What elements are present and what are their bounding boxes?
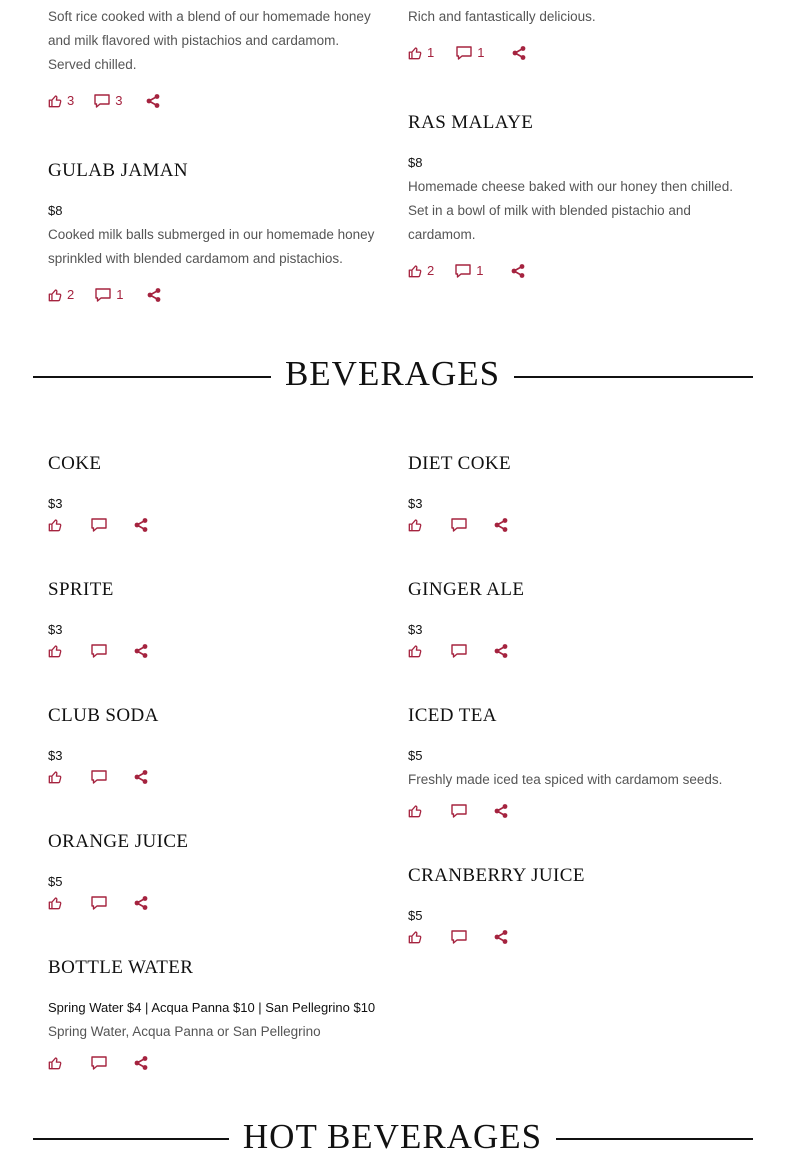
share-button[interactable]	[134, 518, 148, 532]
like-button[interactable]	[48, 287, 74, 303]
share-button[interactable]	[511, 264, 525, 278]
item-title: ORANGE JUICE	[48, 831, 189, 852]
share-button[interactable]	[147, 288, 161, 302]
like-button[interactable]	[408, 804, 422, 818]
share-icon	[494, 644, 508, 658]
like-button[interactable]	[48, 644, 62, 658]
comment-button[interactable]	[455, 263, 483, 279]
share-icon	[511, 264, 525, 278]
item-title: ICED TEA	[408, 705, 497, 726]
thumbs-up-icon	[408, 46, 422, 60]
share-icon	[147, 288, 161, 302]
comment-button[interactable]	[91, 518, 107, 532]
like-button[interactable]	[48, 518, 62, 532]
item-actions	[48, 517, 148, 533]
share-icon	[134, 644, 148, 658]
comment-icon	[91, 1056, 107, 1070]
like-button[interactable]	[408, 644, 422, 658]
comment-icon	[91, 644, 107, 658]
comment-count: 1	[476, 263, 484, 278]
item-price: $5	[48, 874, 63, 889]
thumbs-up-icon	[408, 930, 422, 944]
item-description: Freshly made iced tea spiced with cardamom seeds.	[408, 772, 723, 787]
item-price: $3	[408, 496, 423, 511]
item-title: CRANBERRY JUICE	[408, 865, 585, 886]
share-icon	[494, 804, 508, 818]
like-count: 2	[67, 287, 75, 302]
comment-button[interactable]	[91, 770, 107, 784]
like-button[interactable]	[408, 518, 422, 532]
comment-icon	[451, 644, 467, 658]
item-price: $3	[408, 622, 423, 637]
item-title: BOTTLE WATER	[48, 957, 194, 978]
share-button[interactable]	[494, 644, 508, 658]
comment-button[interactable]	[451, 518, 467, 532]
share-button[interactable]	[494, 930, 508, 944]
item-price: $5	[408, 908, 423, 923]
share-button[interactable]	[134, 1056, 148, 1070]
share-button[interactable]	[134, 896, 148, 910]
item-price: $8	[48, 203, 63, 218]
item-title: CLUB SODA	[48, 705, 159, 726]
item-actions	[48, 643, 148, 659]
item-actions	[48, 769, 148, 785]
item-actions	[408, 929, 508, 945]
share-icon	[146, 94, 160, 108]
share-button[interactable]	[134, 644, 148, 658]
item-description: Spring Water, Acqua Panna or San Pellegrino	[48, 1024, 321, 1039]
share-icon	[134, 1056, 148, 1070]
item-actions	[408, 263, 525, 279]
item-title: RAS MALAYE	[408, 112, 534, 133]
thumbs-up-icon	[48, 288, 62, 302]
comment-button[interactable]	[94, 93, 122, 109]
item-description: Soft rice cooked with a blend of our homemade honey and milk flavored with pistachios and cardamom. Served chilled.	[48, 9, 371, 72]
comment-button[interactable]	[91, 1056, 107, 1070]
like-button[interactable]	[408, 930, 422, 944]
share-button[interactable]	[146, 94, 160, 108]
thumbs-up-icon	[408, 518, 422, 532]
thumbs-up-icon	[408, 644, 422, 658]
thumbs-up-icon	[48, 518, 62, 532]
comment-count: 1	[116, 287, 124, 302]
item-price: $3	[48, 748, 63, 763]
thumbs-up-icon	[48, 770, 62, 784]
item-price: $5	[408, 748, 423, 763]
share-icon	[494, 930, 508, 944]
comment-count: 3	[115, 93, 123, 108]
item-title: GINGER ALE	[408, 579, 525, 600]
comment-button[interactable]	[91, 896, 107, 910]
like-button[interactable]	[48, 896, 62, 910]
item-actions	[48, 287, 161, 303]
item-actions	[48, 93, 160, 109]
comment-button[interactable]	[451, 930, 467, 944]
comment-icon	[455, 264, 471, 278]
item-description: Rich and fantastically delicious.	[408, 9, 596, 24]
like-button[interactable]	[48, 770, 62, 784]
item-title: SPRITE	[48, 579, 114, 600]
comment-icon	[456, 46, 472, 60]
thumbs-up-icon	[48, 644, 62, 658]
item-actions	[408, 803, 508, 819]
comment-icon	[91, 896, 107, 910]
thumbs-up-icon	[408, 264, 422, 278]
item-title: COKE	[48, 453, 102, 474]
share-button[interactable]	[512, 46, 526, 60]
item-price: $3	[48, 496, 63, 511]
item-title: DIET COKE	[408, 453, 511, 474]
comment-icon	[94, 94, 110, 108]
item-actions	[48, 1055, 148, 1071]
item-description: Cooked milk balls submerged in our homemade honey sprinkled with blended cardamom and pistachios.	[48, 227, 375, 266]
thumbs-up-icon	[48, 1056, 62, 1070]
comment-icon	[451, 518, 467, 532]
like-count: 3	[67, 93, 75, 108]
thumbs-up-icon	[48, 94, 62, 108]
item-price: Spring Water $4 | Acqua Panna $10 | San Pellegrino $10	[48, 1000, 376, 1015]
comment-button[interactable]	[451, 644, 467, 658]
section-title-hot-beverages: HOT BEVERAGES	[0, 1117, 785, 1157]
share-icon	[134, 770, 148, 784]
thumbs-up-icon	[48, 896, 62, 910]
item-actions	[408, 643, 508, 659]
item-title: GULAB JAMAN	[48, 160, 189, 181]
item-price: $8	[408, 155, 423, 170]
comment-button[interactable]	[456, 45, 484, 61]
item-actions	[48, 895, 148, 911]
like-button[interactable]	[48, 1056, 62, 1070]
share-icon	[134, 518, 148, 532]
item-actions	[408, 45, 526, 61]
share-icon	[134, 896, 148, 910]
like-button[interactable]	[48, 93, 74, 109]
comment-icon	[95, 288, 111, 302]
like-button[interactable]	[408, 263, 434, 279]
like-button[interactable]	[408, 45, 434, 61]
comment-icon	[451, 804, 467, 818]
like-count: 1	[427, 45, 435, 60]
share-icon	[494, 518, 508, 532]
comment-button[interactable]	[95, 287, 123, 303]
comment-icon	[91, 770, 107, 784]
comment-count: 1	[477, 45, 485, 60]
comment-button[interactable]	[91, 644, 107, 658]
item-price: $3	[48, 622, 63, 637]
comment-icon	[451, 930, 467, 944]
comment-icon	[91, 518, 107, 532]
item-description: Homemade cheese baked with our honey then chilled. Set in a bowl of milk with blended pistachio and cardamom.	[408, 179, 733, 242]
like-count: 2	[427, 263, 435, 278]
share-button[interactable]	[494, 518, 508, 532]
share-button[interactable]	[494, 804, 508, 818]
share-icon	[512, 46, 526, 60]
share-button[interactable]	[134, 770, 148, 784]
comment-button[interactable]	[451, 804, 467, 818]
section-title-beverages: BEVERAGES	[0, 354, 785, 394]
thumbs-up-icon	[408, 804, 422, 818]
item-actions	[408, 517, 508, 533]
